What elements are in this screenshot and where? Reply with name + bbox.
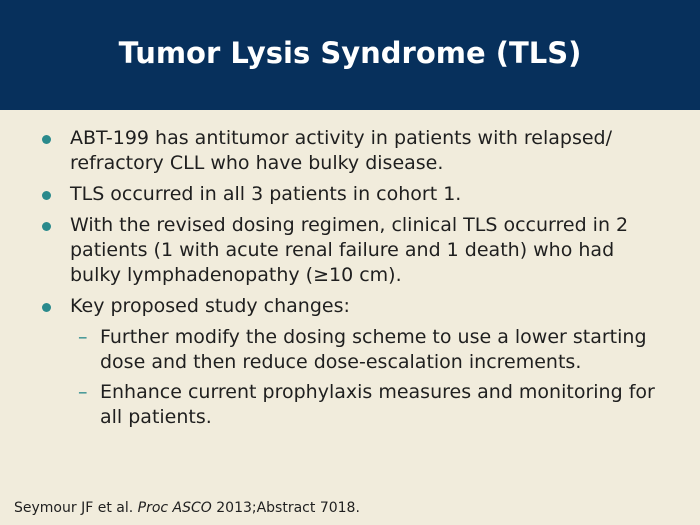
bullet-text: Key proposed study changes: [70,295,350,317]
title-bar [0,0,700,110]
bullet-item [40,294,660,319]
slide-title: Tumor Lysis Syndrome (TLS) [118,36,582,70]
citation-authors: Seymour JF et al. [14,500,134,516]
bullet-text: With the revised dosing regimen, clinical TLS occurred in 2 patients (1 with acute renal failure and 1 death) who had bulky lymphadenopathy (≥10 cm). [70,214,629,286]
citation-journal: Proc ASCO [137,500,212,516]
slide-body [40,126,660,435]
bullet-item [40,182,660,207]
bullet-text: TLS occurred in all 3 patients in cohort 1. [70,183,462,205]
citation-details: 2013;Abstract 7018. [216,500,360,516]
dash-icon: – [78,326,88,348]
bullet-dot-icon [42,191,51,200]
bullet-item [40,213,660,288]
sub-bullet-text: Enhance current prophylaxis measures and monitoring for all patients. [100,381,655,428]
bullet-dot-icon [42,222,51,231]
bullet-dot-icon [42,303,51,312]
citation [14,500,360,516]
bullet-dot-icon [42,135,51,144]
sub-bullet-item [40,380,660,430]
dash-icon: – [78,381,88,403]
sub-bullet-text: Further modify the dosing scheme to use a lower starting dose and then reduce dose-escalation increments. [100,326,647,373]
bullet-item [40,126,660,176]
bullet-text: ABT-199 has antitumor activity in patients with relapsed/ refractory CLL who have bulky disease. [70,127,613,174]
sub-bullet-item [40,325,660,375]
